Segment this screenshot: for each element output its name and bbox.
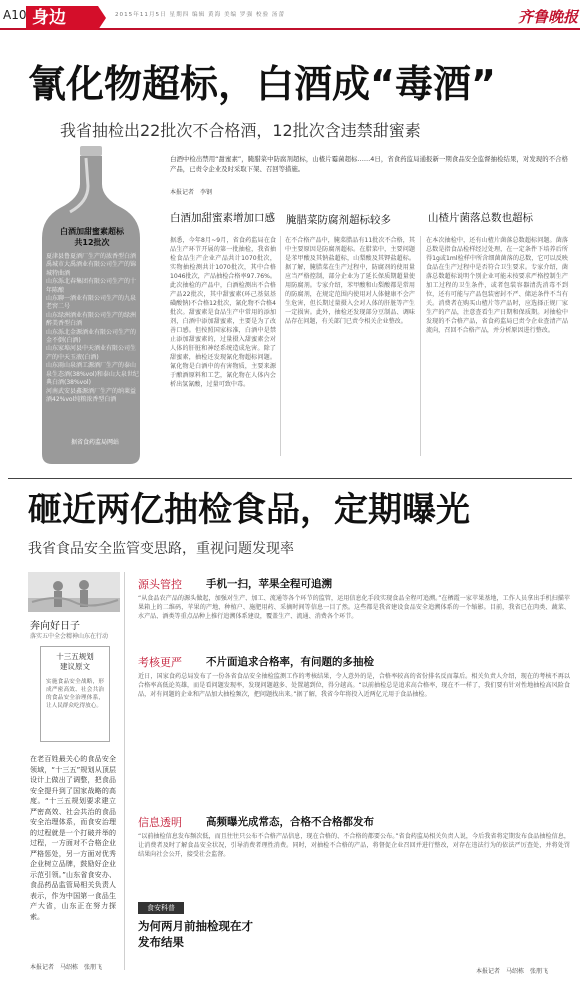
newspaper-logo: 齐鲁晚报 (518, 8, 579, 26)
sidebar-source: 据省食药监局网站 (70, 439, 119, 446)
story1-title: 氰化物超标，白酒成“毒酒” (28, 62, 496, 106)
end-byline: 本报记者 马绍栋 张朋飞 (476, 968, 549, 975)
plan-box-text: 实施食品安全战略，形成严密高效、社会共治的食品安全治理体系，让人民群众吃得放心。 (46, 679, 104, 709)
section-body: “从食品农产品的源头做起，加强对生产、加工、流通等各个环节的监管，运用信息化手段实现食品全程可追溯。”在栖霞一家苹果基地，工作人员拿出手机扫描苹果箱上的二维码，苹果的产地、种植户、施肥用药、采摘时间等信息一目了然。这些都是我省建设食品安全追溯体系的一个缩影。目前，我省已在肉类、蔬菜、水产品、酒类等重点品种上推行追溯体系建设，覆盖生产、流通、消费各个环节。 (138, 595, 570, 620)
story1-col3-heading: 山楂片菌落总数也超标 (428, 212, 533, 224)
story1-byline: 本报记者 李钢 (170, 189, 213, 196)
section-tag: 源头管控 (138, 578, 182, 591)
story1-subtitle: 我省抽检出22批次不合格酒，12批次含违禁甜蜜素 (60, 121, 421, 140)
section-tag: 信息透明 (138, 816, 182, 829)
story1-lead: 白酒中检出禁用“甜蜜素”，腌腊菜中防腐剂超标，山楂片霉菌超标……4日，省食药监局通报新一期食品安全监督抽检结果，对发现的不合格产品，已责令企业及时采取下架、召回等措施。 (170, 155, 568, 173)
science-box-title: 为何两月前抽检现在才发布结果 (138, 919, 253, 949)
photo-caption: 落实五中全会精神山东在行动 (30, 633, 109, 640)
column-divider (280, 236, 281, 456)
story2-subtitle: 我省食品安全监管变思路，重视问题发现率 (28, 541, 294, 557)
column-divider (420, 236, 421, 456)
plan-box-title: 十三五规划 (56, 652, 94, 661)
sidebar-list (46, 253, 140, 404)
list-item: 山东雨山泉酒工源酒厂生产的泰山泉生态酒(38%vol)和泰山大泉世纪典白酒(38%vol) (46, 362, 139, 387)
story1-col2-body: 在不合格产品中，腌菜腊品有11批次不合格，其中主要原因是防腐剂超标。在腊菜中，主要问题是苯甲酸及其钠盐超标，山梨酸及其钾盐超标。据了解，腌腊菜在生产过程中，防腐剂的使用量应当严格控制，部分企业为了延长保质期超量使用防腐剂。专家介绍，苯甲酸和山梨酸都是常用的防腐剂，在规定范围内使用对人体健康不会产生危害，但长期过量摄入会对人体的肝脏等产生一定损害。此外，抽检还发现部分豆制品、调味品存在问题，有关部门已责令相关企业整改。 (285, 237, 415, 325)
sidebar-subtitle: 共12批次 (74, 238, 110, 247)
section-body: “以前抽检信息发布频次低，而且往往只公布不合格产品信息，现在合格的、不合格的都要公布。”省食药监局相关负责人说，今后我省将定期发布食品抽检信息，让消费者及时了解食品安全状况，引导消费者理性消费。同时，对抽检不合格的产品，将督促企业召回并进行整改，对存在违法行为的依法严厉查处，并将处罚结果向社会公开，接受社会监督。 (138, 833, 570, 858)
story2-title: 砸近两亿抽检食品，定期曝光 (28, 490, 470, 530)
section-body: 近日，国家食药总局发布了一份各省食品安全抽检监测工作的考核结果，令人意外的是，合格率较高的省份排名反而靠后。相关负责人介绍，现在的考核不再以合格率高低论英雄，而是看问题发现率，发现问题越多、处置越到位，得分越高。“以前抽检总是追求高合格率，现在不一样了，我们要有针对性地抽检高风险食品，对有问题的企业和产品加大抽检频次，把问题找出来。”据了解，我省今年将投入近两亿元用于食品抽检。 (138, 673, 570, 698)
story2-left-column: 在老百姓最关心的食品安全领域，“十三五”规划从顶层设计上做出了调整，把食品安全提升到了国家战略的高度。“十三五规划要求建立严密高效、社会共治的食品安全治理体系，而食安治理的过程就是一个打破并举的过程，一方面对不合格企业严格惩处，另一方面对优秀企业树立品牌，鼓励好企业示范引领。”山东省食安办、食品药品监管局相关负责人表示，作为中国第一食品生产大省，山东正在努力探索。 (30, 755, 116, 921)
story1-col1-heading: 白酒加甜蜜素增加口感 (170, 212, 275, 224)
news-photo (28, 572, 120, 612)
sidebar-title: 白酒加甜蜜素超标 (60, 227, 124, 236)
story1-col1-body: 据悉，今年8月~9月，省食药监局在食品生产环节开展的第一批抽检，我省抽检食品生产企业产品共计1070批次，实物抽检测共计1070批次，其中合格1046批次，产品抽检合格率97.76%。此次抽检的产品中，白酒检测出不合格产品22批次，其中甜蜜素(环己基氨基磺酸钠)不合格12批次，氰化物不合格4批次。甜蜜素是食品生产中常用的添加剂，白酒中添加甜蜜素，主要是为了改善口感。但按照国家标准，白酒中是禁止添加甜蜜素的，过量摄入甜蜜素会对人体的肝脏和神经系统造成危害。除了甜蜜素，抽检还发现氰化物超标问题。氰化物是白酒中的有害物质，主要来源于酿酒原料和工艺，氰化物在人体内会析出氢氰酸，过量可致中毒。 (170, 237, 276, 388)
section-tag: 考核更严 (138, 656, 182, 669)
issue-meta: 2015年11月5日 星期四 编辑 黄海 美编 罗强 校验 汤蕾 (115, 12, 286, 18)
list-item: 山东泺北金源酒业有限公司生产的金不倒(白酒) (46, 328, 137, 345)
list-item: 山东聊一酒业有限公司生产的九泉老窖二号 (46, 295, 137, 311)
plan-box-subtitle: 建议原文 (60, 662, 90, 671)
story1-col3-body: 在本次抽检中，还有山楂片菌落总数超标问题。菌落总数是指食品检样经过处理，在一定条件下培养后所得1g或1ml检样中所含细菌菌落的总数，它可以反映食品在生产过程中是否符合卫生要求。专家介绍，菌落总数超标说明个别企业可能未按要求严格控制生产加工过程的卫生条件，或者包装容器清洗消毒不到位，还有可能与产品包装密封不严、储运条件不当有关。消费者在购买山楂片等产品时，应选择正规厂家生产的产品，注意查看生产日期和保质期。对抽检中发现的不合格产品，省食药监局已责令企业查清产品流向，召回不合格产品，并分析原因进行整改。 (426, 237, 568, 334)
section-rule (8, 478, 572, 479)
column-divider (124, 572, 125, 970)
section-heading: 不片面追求合格率，有问题的多抽检 (206, 656, 374, 668)
list-item: 山东家埠河县中天酒业有限公司生产的中天玉液(白酒) (46, 345, 137, 361)
page-number: A10 (3, 8, 27, 22)
list-item: 河南武安县鑫源酒厂生产的纳莱益酒42%vol纯粮浓香型白酒 (46, 387, 137, 403)
list-item: 夏津县鲁夏酒厂生产的浓香型白酒 (46, 253, 137, 260)
list-item: 山东泺北春集团有限公司生产的十年陈酿 (46, 278, 137, 294)
photo-caption-title: 奔向好日子 (30, 621, 80, 632)
story1-col2-heading: 腌腊菜防腐剂超标较多 (286, 214, 391, 226)
section-heading: 高频曝光成常态，合格不合格都发布 (206, 816, 374, 828)
section-heading: 手机一扫，苹果全程可追溯 (206, 578, 332, 590)
story2-byline: 本报记者 马绍栋 张朋飞 (30, 964, 103, 971)
section-label: 身边 (26, 6, 98, 30)
science-box-label: 食安科普 (138, 902, 184, 914)
list-item: 禹城市大禹酒业有限公司生产的锦城特曲酒 (46, 261, 137, 277)
list-item: 山东绿洲酒业有限公司生产的绿洲醉美香型白酒 (46, 311, 137, 328)
